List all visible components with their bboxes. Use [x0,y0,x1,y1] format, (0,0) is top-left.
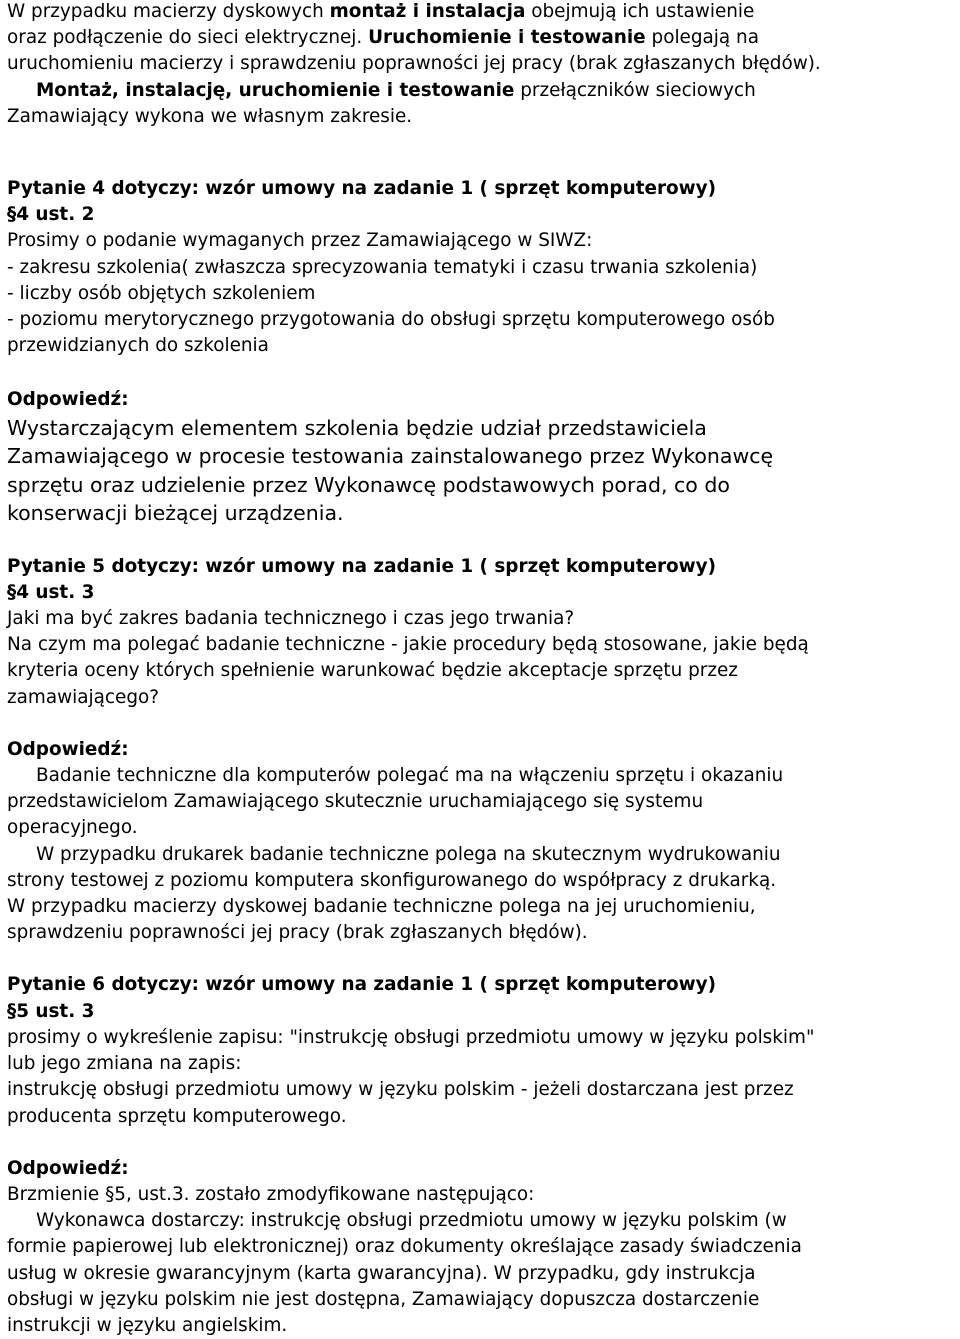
text-line: uruchomieniu macierzy i sprawdzeniu poprawności jej pracy (brak zgłaszanych błędów). [7,53,821,75]
answer-line: Wystarczającym elementem szkolenia będzie udział przedstawiciela [7,415,707,440]
text-line: Montaż, instalację, uruchomienie i testowanie przełączników sieciowych [36,79,756,101]
question-4 [7,176,960,528]
question-line: prosimy o wykreślenie zapisu: "instrukcję obsługi przedmiotu umowy w języku polskim" [7,1026,815,1048]
question-6 [7,972,960,1339]
question-line: zamawiającego? [7,686,160,708]
answer-line: operacyjnego. [7,817,138,839]
text-line: W przypadku macierzy dyskowych montaż i instalacja obejmują ich ustawienie [7,1,755,22]
answer-line: obsługi w języku polskim nie jest dostępna, Zamawiający dopuszcza dostarczenie [7,1288,760,1310]
question-line: - zakresu szkolenia( zwłaszcza sprecyzowania tematyki i czasu trwania szkolenia) [7,256,758,278]
question-line: Na czym ma polegać badanie techniczne - jakie procedury będą stosowane, jakie będą [7,634,809,656]
question-line: przewidzianych do szkolenia [7,335,269,357]
question-line: producenta sprzętu komputerowego. [7,1105,347,1127]
section-reference: §4 ust. 2 [7,204,95,226]
answer-line: Badanie techniczne dla komputerów polegać ma na włączeniu sprzętu i okazaniu [36,765,784,787]
question-heading: Pytanie 6 dotyczy: wzór umowy na zadanie 1 ( sprzęt komputerowy) [7,974,717,996]
question-line: kryteria oceny których spełnienie warunkować będzie akceptacje sprzętu przez [7,660,738,682]
question-heading: Pytanie 4 dotyczy: wzór umowy na zadanie 1 ( sprzęt komputerowy) [7,178,717,200]
question-line: - poziomu merytorycznego przygotowania do obsługi sprzętu komputerowego osób [7,309,775,331]
section-reference: §5 ust. 3 [7,1000,95,1022]
answer-line: konserwacji bieżącej urządzenia. [7,501,344,526]
question-5 [7,554,960,947]
question-line: Jaki ma być zakres badania technicznego i czas jego trwania? [7,608,575,630]
answer-label: Odpowiedź: [7,1157,129,1179]
text-line: Zamawiający wykona we własnym zakresie. [7,105,413,127]
answer-line: przedstawicielom Zamawiającego skutecznie uruchamiającego się systemu [7,791,704,813]
answer-label: Odpowiedź: [7,738,129,760]
answer-line: formie papierowej lub elektronicznej) oraz dokumenty określające zasady świadczenia [7,1236,802,1258]
answer-line: W przypadku macierzy dyskowej badanie techniczne polega na jej uruchomieniu, [7,896,756,918]
section-reference: §4 ust. 3 [7,581,95,603]
answer-line: sprzętu oraz udzielenie przez Wykonawcę podstawowych porad, co do [7,472,730,497]
answer-line: W przypadku drukarek badanie techniczne polega na skutecznym wydrukowaniu [36,843,781,865]
answer-line: instrukcji w języku angielskim. [7,1314,288,1336]
text-line: oraz podłączenie do sieci elektrycznej. Uruchomienie i testowanie polegają na [7,27,759,49]
answer-line: Wykonawca dostarczy: instrukcję obsługi przedmiotu umowy w języku polskim (w [36,1210,787,1232]
question-heading: Pytanie 5 dotyczy: wzór umowy na zadanie 1 ( sprzęt komputerowy) [7,555,717,577]
question-line: instrukcję obsługi przedmiotu umowy w języku polskim - jeżeli dostarczana jest przez [7,1079,794,1101]
answer-line: strony testowej z poziomu komputera skonfigurowanego do współpracy z drukarką. [7,869,777,891]
answer-line: Brzmienie §5, ust.3. zostało zmodyfikowane następująco: [7,1183,535,1205]
answer-label: Odpowiedź: [7,389,129,411]
answer-line: sprawdzeniu poprawności jej pracy (brak zgłaszanych błędów). [7,922,588,944]
question-line: - liczby osób objętych szkoleniem [7,282,316,304]
question-line: Prosimy o podanie wymaganych przez Zamawiającego w SIWZ: [7,230,593,252]
question-line: lub jego zmiana na zapis: [7,1053,242,1075]
answer-line: usług w okresie gwarancyjnym (karta gwarancyjna). W przypadku, gdy instrukcja [7,1262,756,1284]
answer-line: Zamawiającego w procesie testowania zainstalowanego przez Wykonawcę [7,444,774,469]
intro-paragraph [7,0,960,130]
